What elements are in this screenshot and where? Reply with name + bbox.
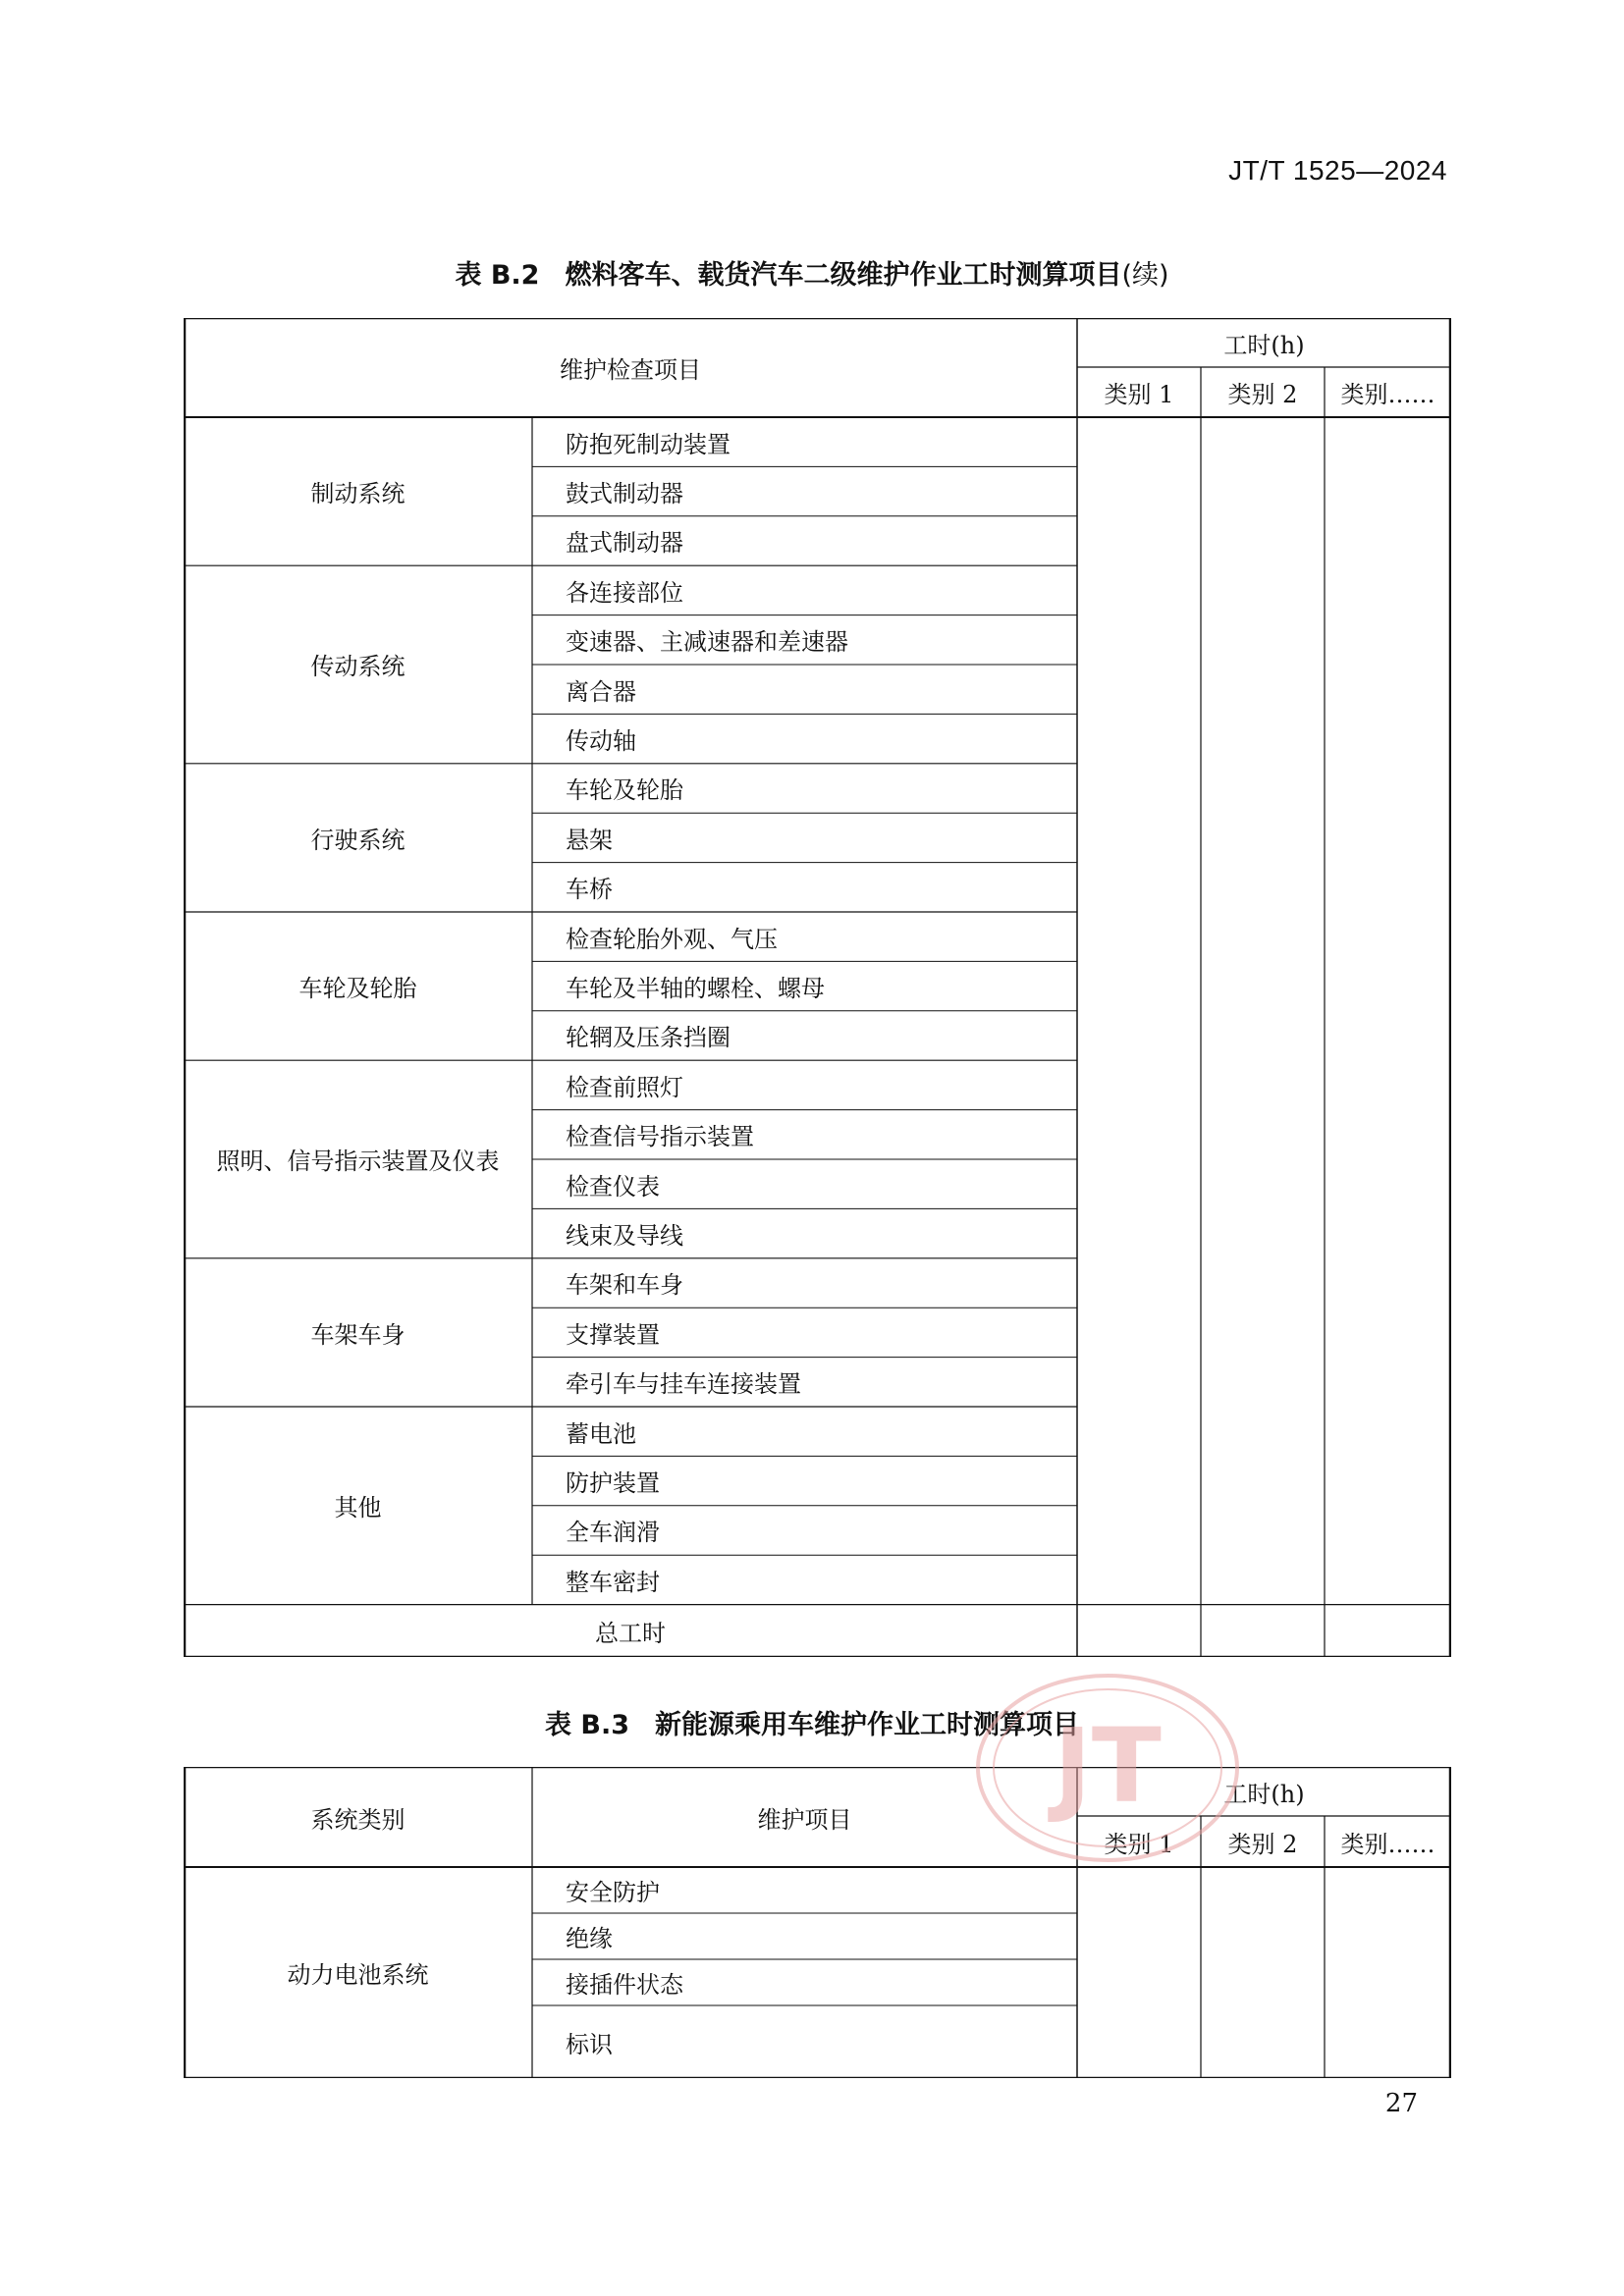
item-row: 轮辋及压条挡圈: [566, 1024, 731, 1052]
item-row: 标识: [566, 2030, 613, 2058]
item-row: 检查信号指示装置: [566, 1123, 754, 1151]
group-name: 制动系统: [310, 480, 406, 508]
item-row: 检查仪表: [566, 1172, 660, 1201]
item-row: 全车润滑: [566, 1519, 660, 1547]
item-row: 牵引车与挂车连接装置: [566, 1370, 801, 1399]
table-b2-title: [0, 253, 1624, 292]
jt-seal-watermark: [974, 1672, 1241, 1864]
table-b2-continued: (续): [1121, 260, 1169, 291]
header-category-1: 类别 1: [1104, 1830, 1174, 1858]
header-category-2: 类别 2: [1227, 381, 1298, 408]
header-item-column: 维护检查项目: [560, 356, 701, 384]
table-b2-title-text: 燃料客车、载货汽车二级维护作业工时测算项目: [565, 260, 1122, 291]
table-b3-number: 表 B.3: [544, 1710, 630, 1740]
item-row: 线束及导线: [566, 1222, 683, 1251]
group-name: 车轮及轮胎: [298, 975, 417, 1003]
table-b3-title: [0, 1703, 1624, 1741]
group-name: 行驶系统: [310, 826, 406, 854]
group-name: 其他: [334, 1494, 382, 1522]
page-number: 27: [1384, 2089, 1418, 2118]
header-item-column: 维护项目: [757, 1805, 852, 1834]
item-row: 鼓式制动器: [566, 480, 683, 508]
group-name: 动力电池系统: [287, 1961, 429, 1989]
header-category-2: 类别 2: [1227, 1830, 1298, 1858]
item-row: 车桥: [566, 876, 613, 904]
item-row: 支撑装置: [566, 1320, 660, 1349]
item-row: 各连接部位: [566, 578, 683, 607]
header-category-3: 类别……: [1340, 1830, 1435, 1858]
table-b3: [184, 1767, 1451, 2078]
item-row: 防护装置: [566, 1469, 660, 1498]
group-name: 传动系统: [310, 653, 406, 681]
table-b3-title-text: 新能源乘用车维护作业工时测算项目: [655, 1710, 1080, 1740]
item-row: 绝缘: [566, 1925, 613, 1952]
item-row: 变速器、主减速器和差速器: [566, 628, 848, 657]
total-hours-label: 总工时: [595, 1619, 666, 1647]
item-row: 悬架: [566, 826, 613, 854]
header-category-3: 类别……: [1340, 381, 1435, 408]
item-row: 蓄电池: [566, 1419, 636, 1448]
standard-code: JT/T 1525—2024: [1228, 155, 1447, 186]
header-hours-group: 工时(h): [1223, 331, 1305, 359]
group-name: 照明、信号指示装置及仪表: [216, 1148, 500, 1176]
item-row: 安全防护: [566, 1879, 660, 1906]
item-row: 整车密封: [566, 1568, 660, 1596]
item-row: 车轮及轮胎: [566, 776, 683, 805]
header-category-1: 类别 1: [1104, 381, 1174, 408]
item-row: 车架和车身: [566, 1271, 683, 1300]
table-b2: [184, 318, 1451, 1657]
item-row: 接插件状态: [566, 1971, 683, 1999]
svg-text:JT: JT: [1054, 1706, 1162, 1826]
item-row: 传动轴: [566, 727, 636, 756]
item-row: 离合器: [566, 677, 636, 706]
header-system-column: 系统类别: [310, 1805, 406, 1834]
item-row: 盘式制动器: [566, 529, 683, 558]
item-row: 防抱死制动装置: [566, 430, 731, 458]
item-row: 车轮及半轴的螺栓、螺母: [566, 975, 825, 1003]
item-row: 检查轮胎外观、气压: [566, 925, 778, 953]
header-hours-group: 工时(h): [1223, 1780, 1305, 1808]
group-name: 车架车身: [310, 1320, 406, 1349]
table-b2-number: 表 B.2: [455, 260, 540, 291]
item-row: 检查前照灯: [566, 1073, 683, 1101]
